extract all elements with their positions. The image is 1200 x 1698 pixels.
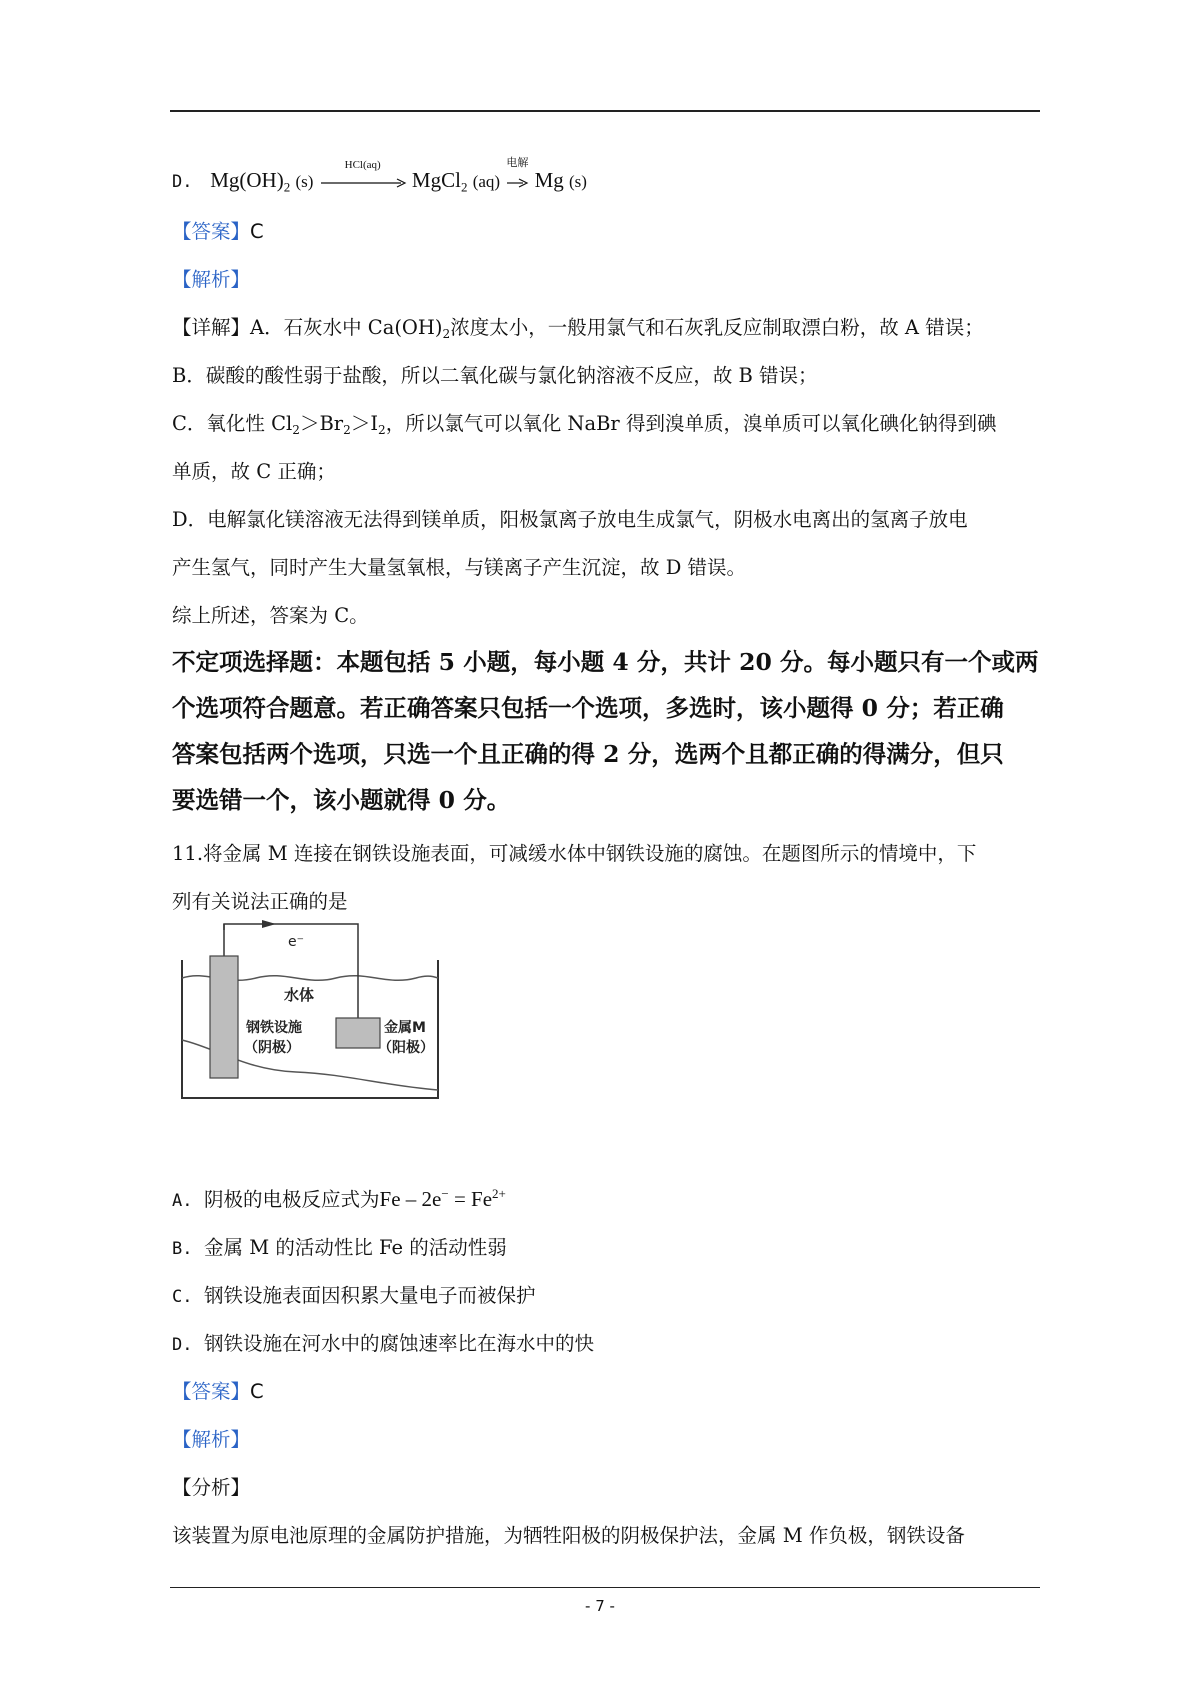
steel-label: 钢铁设施 [246,1020,302,1036]
answer-value: C [250,1380,264,1403]
page-number: - 7 - [585,1597,615,1615]
reaction-arrow: HCl(aq) [319,168,407,196]
cathode-label: （阴极） [244,1040,300,1056]
answer-line [172,218,264,246]
steel-structure [210,956,238,1078]
detail-line-2: B．碳酸的酸性弱于盐酸，所以二氧化碳与氯化钠溶液不反应，故 B 错误； [172,364,818,387]
anode-label: （阳极） [378,1040,434,1056]
chem-formula: $Mg(OH)_2$ (s) HCl(aq) MgCl$_2$ (aq) 电解 Mg (s) [210,157,587,195]
answer-label: 【答案】 [172,1380,251,1403]
metal-m-label: 金属M [384,1020,426,1036]
question-11-line-2: 列有关说法正确的是 [172,890,348,913]
section-heading-4: 要选错一个，该小题就得 0 分。 [172,786,511,814]
electrochem-diagram [176,920,456,1100]
metal-m-block [336,1018,380,1048]
question-11-line-1: 11.将金属 M 连接在钢铁设施表面，可减缓水体中钢铁设施的腐蚀。在题图所示的情境中，下 [172,842,977,865]
answer-value: C [250,220,264,243]
reaction-arrow: 电解 [505,168,529,196]
section-heading-2: 个选项符合题意。若正确答案只包括一个选项，多选时，该小题得 0 分；若正确 [172,694,1004,722]
electron-arrow-icon [262,920,276,928]
analysis-line [172,1426,250,1454]
section-heading-3: 答案包括两个选项，只选一个且正确的得 2 分，选两个且都正确的得满分，但只 [172,740,1004,768]
option-letter: D. [172,172,193,192]
water-label: 水体 [284,986,315,1004]
analysis-line [172,266,250,294]
arrow-icon [505,177,529,189]
analysis-text: 该装置为原电池原理的金属防护措施，为牺牲阳极的阴极保护法，金属 M 作负极，钢铁设备 [172,1524,965,1547]
fenxi-line: 【分析】 [172,1476,251,1499]
detail-line-6: 产生氢气，同时产生大量氢氧根，与镁离子产生沉淀，故 D 错误。 [172,556,747,579]
detail-line-1: 【详解】A．石灰水中 $Ca(OH)_2$浓度太小，一般用氯气和石灰乳反应制取漂白粉，故 A 错误； [172,316,984,342]
detail-line-7: 综上所述，答案为 C。 [172,604,369,627]
electron-label: e⁻ [288,934,305,950]
section-heading-1: 不定项选择题：本题包括 5 小题，每小题 4 分，共计 20 分。每小题只有一个或两 [172,648,1039,676]
option-b: B. 金属 M 的活动性比 Fe 的活动性弱 [172,1236,507,1259]
option-d: D. 钢铁设施在河水中的腐蚀速率比在海水中的快 [172,1332,595,1355]
option-a: A. 阴极的电极反应式为$Fe - 2e^- = Fe^{2+}$ [172,1186,506,1211]
answer-line [172,1378,264,1406]
option-c: C. 钢铁设施表面因积累大量电子而被保护 [172,1284,536,1307]
option-d-formula [172,157,587,202]
analysis-label: 【解析】 [172,268,251,291]
analysis-label: 【解析】 [172,1428,251,1451]
detail-line-5: D．电解氯化镁溶液无法得到镁单质，阳极氯离子放电生成氯气，阴极水电离出的氢离子放电 [172,508,968,531]
detail-line-4: 单质，故 C 正确； [172,460,336,483]
footer-rule [170,1587,1040,1588]
detail-line-3: C．氧化性 $Cl_2>Br_2>I_2$，所以氯气可以氧化 NaBr 得到溴单质，溴单质可以氧化碘化钠得到碘 [172,412,997,438]
answer-label: 【答案】 [172,220,251,243]
header-rule [170,110,1040,112]
